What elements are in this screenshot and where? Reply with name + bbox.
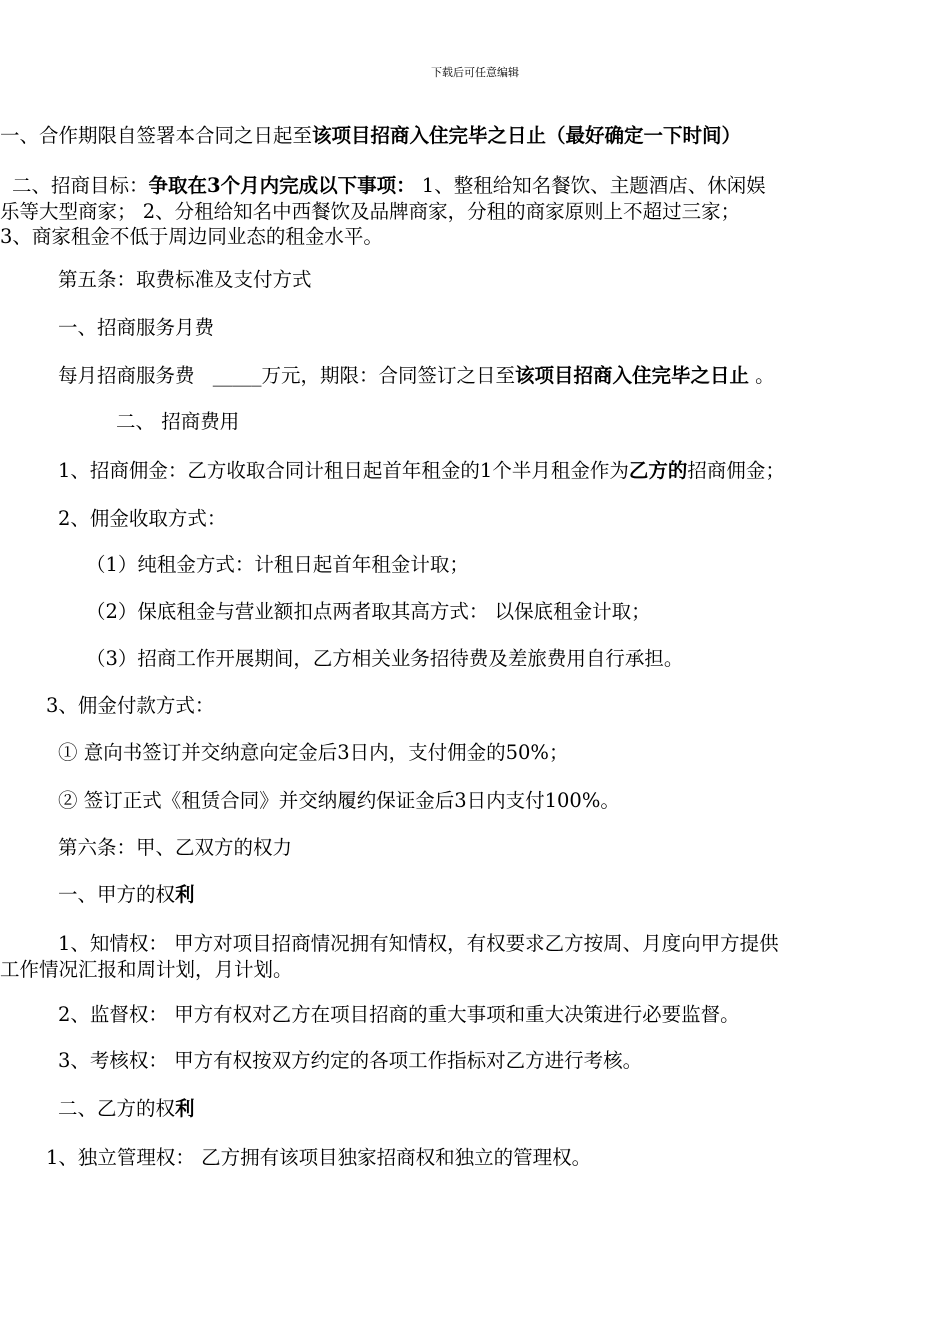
section-monthly-fee: 一、招商服务月费 xyxy=(58,316,215,339)
page-header: 下载后可任意编辑 xyxy=(431,66,519,79)
term-bold-text: 该项目招商入住完毕之日止（最好确定一下时间） xyxy=(312,124,742,147)
goal-label: 二、招商目标： xyxy=(12,174,149,197)
party-a-rights-text: 一、甲方的权 xyxy=(58,883,176,906)
fee-bold-text: 该项目招商入住完毕之日止 xyxy=(514,364,749,387)
commission-bold-text: 乙方的 xyxy=(628,459,688,482)
commission-text: 1、招商佣金：乙方收取合同计租日起首年租金的1个半月租金作为 xyxy=(58,459,629,482)
monthly-fee-line xyxy=(58,364,950,388)
method-3: （3）招商工作开展期间，乙方相关业务招待费及差旅费用自行承担。 xyxy=(86,647,684,670)
fee-blank: _____ xyxy=(212,364,262,387)
party-b-rights-text: 二、乙方的权 xyxy=(58,1097,176,1120)
goal-bold-text: 争取在3个月内完成以下事项： xyxy=(148,174,416,197)
goal-text: 1、整租给知名餐饮、主题酒店、休闲娱 xyxy=(415,174,766,197)
section-fees: 二、 招商费用 xyxy=(116,410,240,433)
commission-end: 招商佣金； xyxy=(687,459,785,482)
method-1: （1）纯租金方式：计租日起首年租金计取； xyxy=(86,553,469,576)
commission-method-title: 2、佣金收取方式： xyxy=(58,507,227,530)
right-to-assess: 3、考核权： 甲方有权按双方约定的各项工作指标对乙方进行考核。 xyxy=(58,1049,643,1072)
party-b-rights-bold: 利 xyxy=(175,1097,195,1120)
fee-period-text: 万元，期限：合同签订之日至 xyxy=(261,364,515,387)
payment-method-title: 3、佣金付款方式： xyxy=(46,694,215,717)
party-b-rights-title xyxy=(58,1097,950,1121)
article-6-title: 第六条：甲、乙双方的权力 xyxy=(58,836,293,859)
method-2: （2）保底租金与营业额扣点两者取其高方式： 以保底租金计取； xyxy=(86,600,651,623)
article-5-title: 第五条：取费标准及支付方式 xyxy=(58,268,312,291)
fee-end: 。 xyxy=(748,364,775,387)
right-to-know-line1: 1、知情权： 甲方对项目招商情况拥有知情权，有权要求乙方按周、月度向甲方提供 xyxy=(58,932,779,955)
independent-management-right: 1、独立管理权： 乙方拥有该项目独家招商权和独立的管理权。 xyxy=(46,1146,592,1169)
commission-clause xyxy=(58,459,950,483)
goal-clause-line2: 乐等大型商家； 2、分租给知名中西餐饮及品牌商家，分租的商家原则上不超过三家； xyxy=(0,200,741,223)
payment-1: ① 意向书签订并交纳意向定金后3日内，支付佣金的50%； xyxy=(58,741,569,764)
payment-2: ② 签订正式《租赁合同》并交纳履约保证金后3日内支付100%。 xyxy=(58,789,620,812)
right-to-know-line2: 工作情况汇报和周计划，月计划。 xyxy=(0,958,293,981)
term-clause xyxy=(0,124,900,148)
party-a-rights-title xyxy=(58,883,950,907)
term-text: 一、合作期限自签署本合同之日起至 xyxy=(0,124,313,147)
goal-clause-line3: 3、商家租金不低于周边同业态的租金水平。 xyxy=(0,225,383,248)
fee-text: 每月招商服务费 xyxy=(58,364,201,387)
goal-clause-line1 xyxy=(12,174,912,198)
right-to-supervise: 2、监督权： 甲方有权对乙方在项目招商的重大事项和重大决策进行必要监督。 xyxy=(58,1003,740,1026)
party-a-rights-bold: 利 xyxy=(175,883,195,906)
